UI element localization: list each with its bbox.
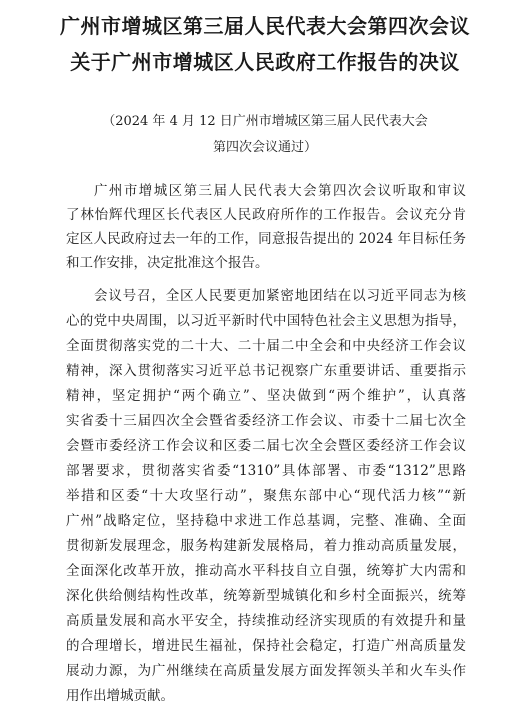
adoption-note-line-1: （2024 年 4 月 12 日广州市增城区第三届人民代表大会 <box>102 114 428 129</box>
paragraph-2-line: 举措和区委“十大攻坚行动”，聚焦东部中心“现代活力核”“新 <box>66 488 466 504</box>
paragraph-2-line: 心的党中央周围，以习近平新时代中国特色社会主义思想为指导， <box>66 313 466 329</box>
paragraph-2-line: 部署要求，贯彻落实省委“1310”具体部署、市委“1312”思路 <box>66 463 466 479</box>
paragraph-2-line: 用作出增城贡献。 <box>66 688 174 704</box>
paragraph-2-line: 精神，深入贯彻落实习近平总书记视察广东重要讲话、重要指示 <box>66 363 466 379</box>
adoption-note-line-2: 第四次会议通过） <box>212 140 317 155</box>
paragraph-2-line: 实省委十三届四次全会暨省委经济工作会议、市委十二届七次全 <box>66 413 466 429</box>
paragraph-2-line: 广州”战略定位，坚持稳中求进工作总基调，完整、准确、全面 <box>66 513 466 529</box>
paragraph-2-line: 会暨市委经济工作会议和区委二届七次全会暨区委经济工作会议 <box>66 438 466 454</box>
paragraph-1-line: 了林怡辉代理区长代表区人民政府所作的工作报告。会议充分肯 <box>66 207 466 223</box>
paragraph-2-line: 会议号召，全区人民要更加紧密地团结在以习近平同志为核 <box>94 288 466 304</box>
paragraph-2-line: 高质量发展和高水平安全，持续推动经济实现质的有效提升和量 <box>66 613 466 629</box>
document-title-line-2: 关于广州市增城区人民政府工作报告的决议 <box>70 50 460 74</box>
paragraph-2-line: 全面贯彻落实党的二十大、二十届二中全会和中央经济工作会议 <box>66 338 466 354</box>
paragraph-2-line: 展动力源，为广州继续在高质量发展方面发挥领头羊和火车头作 <box>66 663 466 679</box>
paragraph-1-line: 定区人民政府过去一年的工作，同意报告提出的 2024 年目标任务 <box>66 231 466 247</box>
paragraph-2-line: 贯彻新发展理念，服务构建新发展格局，着力推动高质量发展， <box>66 538 466 554</box>
paragraph-1-line: 广州市增城区第三届人民代表大会第四次会议听取和审议 <box>94 183 466 199</box>
paragraph-1-line: 和工作安排，决定批准这个报告。 <box>66 255 269 271</box>
paragraph-2-line: 深化供给侧结构性改革，统筹新型城镇化和乡村全面振兴，统筹 <box>66 588 466 604</box>
paragraph-2-line: 全面深化改革开放，推动高水平科技自立自强，统筹扩大内需和 <box>66 563 466 579</box>
document-title-line-1: 广州市增城区第三届人民代表大会第四次会议 <box>60 14 470 38</box>
paragraph-2-line: 的合理增长，增进民生福祉，保持社会稳定，打造广州高质量发 <box>66 638 466 654</box>
paragraph-2-line: 精神，坚定拥护“两个确立”、坚决做到“两个维护”，认真落 <box>66 388 466 404</box>
